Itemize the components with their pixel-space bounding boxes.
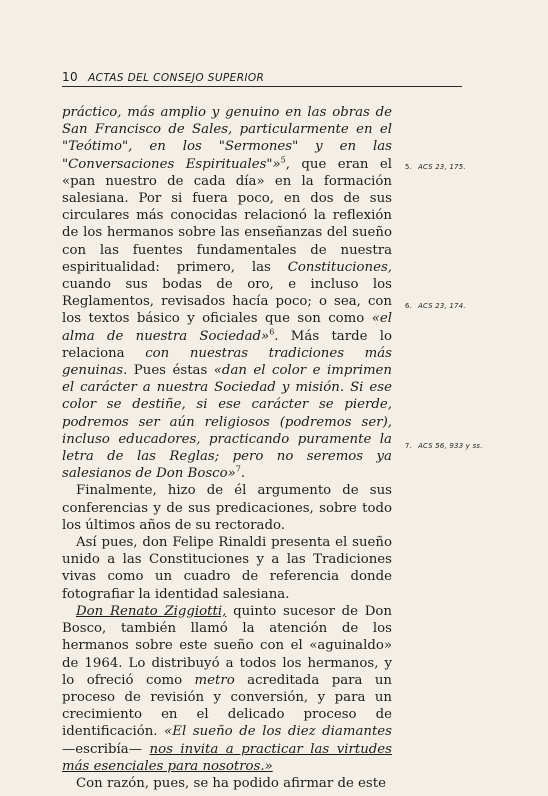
- main-text: [62, 104, 392, 792]
- footnote-number: 6.: [405, 302, 413, 310]
- text-span: quinto sucesor de Don Bosco, también llamó la atención de los hermanos sobre este sueño con el «aguinaldo» de 1964. Lo distribuyó a todos los hermanos, y lo ofreció como: [62, 603, 392, 688]
- paragraph-3: Así pues, don Felipe Rinaldi presenta el sueño unido a las Constituciones y a las Tradiciones vivas como un cuadro de referencia donde fotografiar la identidad salesiana.: [62, 535, 392, 602]
- underlined-quote: nos invita a practicar las virtudes más esenciales para nosotros.»: [62, 741, 392, 774]
- italic-span: Constituciones,: [287, 259, 392, 275]
- paragraph-1: [62, 104, 392, 482]
- text-span: . Más tarde lo relaciona: [62, 328, 393, 361]
- footnote-number: 5.: [405, 163, 413, 171]
- footnote-6: [405, 302, 466, 310]
- paragraph-2: Finalmente, hizo de él argumento de sus conferencias y de sus predicaciones, sobre todo los últimos años de su rectorado.: [62, 483, 392, 533]
- italic-span: «El sueño de los diez diamantes: [164, 724, 392, 740]
- text-span: —escribía—: [62, 741, 150, 757]
- paragraph-4: [62, 603, 392, 775]
- footnote-reference: ACS 23, 175.: [418, 163, 466, 171]
- text-span: , que eran el «pan nuestro de cada día» en la formación salesiana. Por si fuera poco, en dos de sus circulares más conocidas relacionó la reflexión de los hermanos sobre las enseñanzas del sueño con las fuentes fundamentales de nuestra espiritualidad: primero, las: [62, 156, 392, 275]
- footnote-marker-6: 6: [269, 327, 275, 337]
- italic-span: práctico, más amplio y genuino en las obras de San Francisco de Sales, particularmente en el: [62, 105, 392, 138]
- text-span: cuando sus bodas de oro, e incluso los Reglamentos, revisados hacía poco; o sea, con los textos básico y oficiales que son como: [62, 277, 392, 327]
- italic-span: "Teótimo", en los "Sermones" y en las "Conversaciones Espirituales"»: [62, 139, 392, 172]
- footnote-reference: ACS 23, 174.: [418, 302, 466, 310]
- italic-span: «el alma de nuestra Sociedad»: [62, 311, 392, 344]
- running-header: [62, 70, 462, 87]
- footnote-7: [405, 442, 483, 450]
- text-span: Pues éstas: [127, 363, 214, 379]
- italic-span: «dan el color e imprimen el carácter a nuestra Sociedad y misión. Si ese color se destiñe, si ese carácter se pierde, podremos ser aún religiosos (podremos ser), incluso educadores, practicando puramente la letra de las Reglas; pero no seremos ya salesianos de Don Bosco»: [62, 363, 392, 482]
- paragraph-5: Con razón, pues, se ha podido afirmar de este: [76, 775, 386, 791]
- underlined-name: Don Renato Ziggiotti,: [76, 603, 227, 619]
- footnote-marker-5: 5: [280, 155, 286, 165]
- italic-span: metro: [194, 672, 235, 688]
- text-span: .: [240, 466, 246, 482]
- footnote-5: [405, 163, 466, 171]
- running-title: ACTAS DEL CONSEJO SUPERIOR: [88, 72, 265, 84]
- footnote-reference: ACS 56, 933 y ss.: [418, 442, 483, 450]
- italic-span: con nuestras tradiciones más genuinas.: [62, 345, 392, 379]
- footnote-marker-7: 7: [235, 464, 241, 474]
- footnote-number: 7.: [405, 442, 413, 450]
- page-number: 10: [62, 70, 79, 84]
- text-span: acreditada para un proceso de revisión y conversión, y para un crecimiento en el delicado proceso de identificación.: [62, 672, 392, 740]
